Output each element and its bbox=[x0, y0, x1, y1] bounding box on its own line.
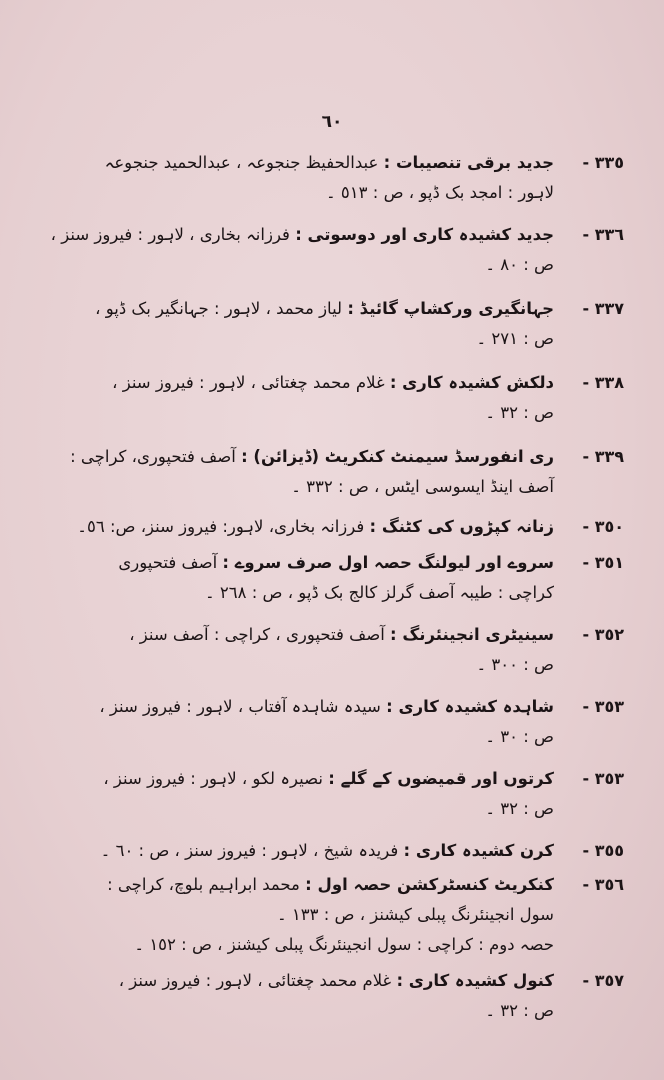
bibliography-entry bbox=[22, 148, 624, 208]
entry-author: سیدہ شاہدہ آفتاب ، لاہور : فیروز سنز ، bbox=[99, 697, 381, 716]
entry-title: کنول کشیدہ کاری : bbox=[396, 971, 554, 990]
entry-number: ٣٥٧ - bbox=[582, 971, 624, 990]
entry-line bbox=[22, 368, 554, 398]
entry-author: فرزانہ بخاری ، لاہور : فیروز سنز ، bbox=[50, 225, 290, 244]
bibliography-entry bbox=[22, 512, 624, 542]
entry-pages: ص : ٣٠ ۔ bbox=[485, 727, 554, 746]
entry-number: ٣٣٩ - bbox=[582, 447, 624, 466]
bibliography-entry bbox=[22, 836, 624, 866]
entry-author: عبدالحفیظ جنجوعہ ، عبدالحمید جنجوعہ bbox=[104, 153, 379, 172]
entry-number: ٣٣٨ - bbox=[582, 373, 624, 392]
entry-pages: ص : ٣٢ ۔ bbox=[485, 403, 554, 422]
entry-line bbox=[22, 836, 554, 866]
entry-pages: ص : ٣٢ ۔ bbox=[485, 799, 554, 818]
entry-line bbox=[22, 692, 554, 722]
entry-title: زنانہ کپڑوں کی کٹنگ : bbox=[369, 517, 554, 536]
bibliography-list bbox=[22, 148, 624, 1036]
entry-title: سینیٹری انجینئرنگ : bbox=[390, 625, 554, 644]
bibliography-entry bbox=[22, 870, 624, 960]
entry-title: شاہدہ کشیدہ کاری : bbox=[386, 697, 554, 716]
entry-title: جہانگیری ورکشاپ گائیڈ : bbox=[347, 299, 554, 318]
entry-part-two: حصہ دوم : کراچی : سول انجینئرنگ پبلی کیشنز ، ص : ١٥٢ ۔ bbox=[134, 935, 554, 954]
entry-title: کرن کشیدہ کاری : bbox=[403, 841, 554, 860]
entry-title: کنکریٹ کنسٹرکشن حصہ اول : bbox=[305, 875, 554, 894]
entry-line bbox=[22, 220, 554, 250]
entry-author: غلام محمد چغتائی ، لاہور : فیروز سنز ، bbox=[118, 971, 392, 990]
entry-author: غلام محمد چغتائی ، لاہور : فیروز سنز ، bbox=[112, 373, 385, 392]
bibliography-entry bbox=[22, 368, 624, 428]
entry-author: آصف فتحپوری ، کراچی : آصف سنز ، bbox=[129, 625, 385, 644]
entry-line bbox=[22, 966, 554, 996]
entry-title: ری انفورسڈ سیمنٹ کنکریٹ (ڈیزائن) : bbox=[241, 447, 554, 466]
entry-publisher: آصف اینڈ ایسوسی ایٹس ، ص : ٣٣٢ ۔ bbox=[291, 477, 554, 496]
entry-author: آصف فتحپوری، کراچی : bbox=[70, 447, 236, 466]
entry-line bbox=[22, 620, 554, 650]
entry-number: ٣٥٠ - bbox=[582, 517, 624, 536]
entry-number: ٣٥١ - bbox=[582, 553, 624, 572]
entry-number: ٣٥٥ - bbox=[582, 841, 624, 860]
entry-line bbox=[22, 548, 554, 578]
entry-pages: ص : ٢٧١ ۔ bbox=[476, 329, 554, 348]
entry-pages: ص : ٣٠٠ ۔ bbox=[476, 655, 554, 674]
entry-pages: ص : ٣٢ ۔ bbox=[485, 1001, 554, 1020]
bibliography-entry bbox=[22, 294, 624, 354]
entry-line bbox=[22, 512, 554, 542]
entry-publisher: لاہور : امجد بک ڈپو ، ص : ٥١٣ ۔ bbox=[326, 183, 554, 202]
bibliography-entry bbox=[22, 966, 624, 1026]
bibliography-entry bbox=[22, 220, 624, 280]
entry-number: ٣٥٣ - bbox=[582, 769, 624, 788]
entry-title: جدید کشیدہ کاری اور دوسوتی : bbox=[295, 225, 554, 244]
entry-title: کرتوں اور قمیضوں کے گلے : bbox=[328, 769, 554, 788]
entry-author: آصف فتحپوری bbox=[118, 553, 218, 572]
entry-author: نصیرہ لکو ، لاہور : فیروز سنز ، bbox=[103, 769, 323, 788]
entry-pages: ص : ٨٠ ۔ bbox=[485, 255, 554, 274]
entry-number: ٣٥٣ - bbox=[582, 697, 624, 716]
entry-line bbox=[22, 148, 554, 178]
bibliography-entry bbox=[22, 764, 624, 824]
entry-publisher: کراچی : طیبہ آصف گرلز کالج بک ڈپو ، ص : ٢٦٨ ۔ bbox=[204, 583, 554, 602]
entry-number: ٣٥٦ - bbox=[582, 875, 624, 894]
entry-number: ٣٣٥ - bbox=[582, 153, 624, 172]
entry-number: ٣٥٢ - bbox=[582, 625, 624, 644]
entry-author: محمد ابراہیم بلوچ، کراچی : bbox=[107, 875, 300, 894]
bibliography-entry bbox=[22, 692, 624, 752]
entry-author: فرزانہ بخاری، لاہور: فیروز سنز، ص: ٥٦۔ bbox=[77, 517, 365, 536]
entry-number: ٣٣٧ - bbox=[582, 299, 624, 318]
entry-publisher: سول انجینئرنگ پبلی کیشنز ، ص : ١٣٣ ۔ bbox=[276, 905, 554, 924]
entry-author: فریدہ شیخ ، لاہور : فیروز سنز ، ص : ٦٠ ۔ bbox=[100, 841, 399, 860]
entry-author: لیاز محمد ، لاہور : جہانگیر بک ڈپو ، bbox=[95, 299, 343, 318]
entry-line bbox=[22, 442, 554, 472]
bibliography-entry bbox=[22, 548, 624, 608]
bibliography-entry bbox=[22, 442, 624, 502]
entry-title: دلکش کشیدہ کاری : bbox=[389, 373, 554, 392]
entry-title: جدید برقی تنصیبات : bbox=[383, 153, 554, 172]
entry-line bbox=[22, 764, 554, 794]
entry-number: ٣٣٦ - bbox=[582, 225, 624, 244]
entry-line bbox=[22, 870, 554, 900]
entry-title: سروے اور لیولنگ حصہ اول صرف سروے : bbox=[222, 553, 554, 572]
bibliography-entry bbox=[22, 620, 624, 680]
entry-line bbox=[22, 294, 554, 324]
page-number: ٦٠ bbox=[321, 112, 343, 132]
